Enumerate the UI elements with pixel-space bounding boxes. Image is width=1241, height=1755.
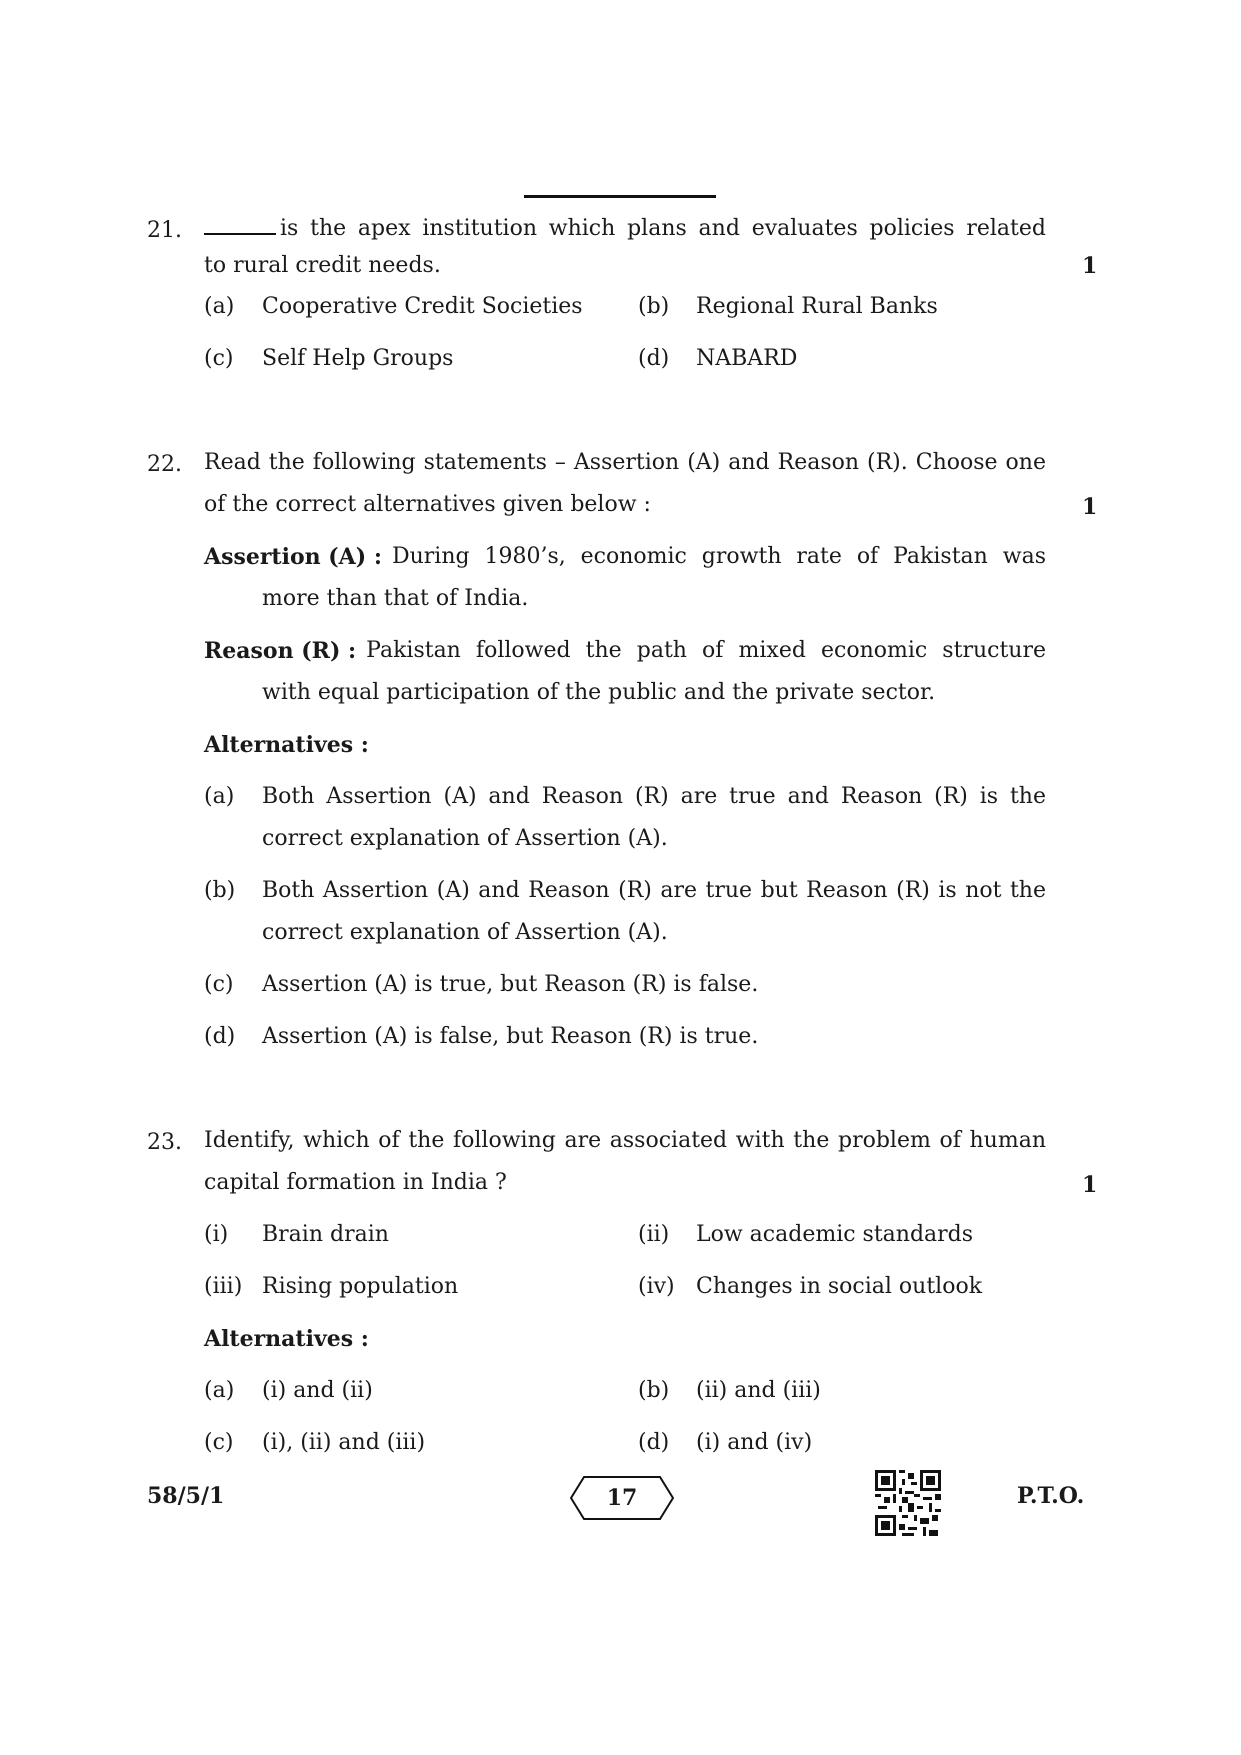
question-text: Read the following statements – Assertion (A) and Reason (R). Choose one [204, 450, 1046, 475]
alternative-text: (i) and (ii) [262, 1378, 373, 1403]
option-label: (d) [638, 346, 670, 371]
item-label: (i) [204, 1222, 229, 1247]
option-label: (c) [204, 346, 234, 371]
alternative-label: (d) [204, 1024, 236, 1049]
alternative-label: (b) [638, 1378, 670, 1403]
alternative-label: (a) [204, 1378, 235, 1403]
question-text-cont: capital formation in India ? [204, 1170, 507, 1195]
option-label: (b) [638, 294, 670, 319]
question-text: is the apex institution which plans and evaluates policies related [204, 213, 1046, 245]
top-divider [524, 195, 716, 198]
item-text: Low academic standards [696, 1222, 974, 1247]
reason-line [204, 630, 1046, 672]
alternative-text-cont: correct explanation of Assertion (A). [262, 920, 668, 945]
question-number: 22. [147, 452, 182, 477]
page-number: 17 [606, 1485, 638, 1511]
alternative-label: (c) [204, 1430, 234, 1455]
assertion-label: Assertion (A) : [204, 544, 382, 570]
option-text: NABARD [696, 346, 798, 371]
question-number: 23. [147, 1130, 182, 1155]
alternative-text: (i), (ii) and (iii) [262, 1430, 426, 1455]
item-text: Brain drain [262, 1222, 389, 1247]
alternatives-heading: Alternatives : [204, 1326, 369, 1352]
item-label: (ii) [638, 1222, 670, 1247]
question-text: Identify, which of the following are associated with the problem of human [204, 1128, 1046, 1153]
alternative-label: (a) [204, 784, 235, 809]
assertion-text: During 1980’s, economic growth rate of Pakistan was [391, 544, 1046, 569]
alternative-text: Both Assertion (A) and Reason (R) are true and Reason (R) is the [262, 784, 1046, 809]
fill-in-blank [204, 213, 276, 235]
question-number: 21. [147, 218, 182, 243]
question-text-cont: of the correct alternatives given below : [204, 492, 651, 517]
alternative-label: (c) [204, 972, 234, 997]
reason-label: Reason (R) : [204, 638, 357, 664]
reason-text-cont: with equal participation of the public and the private sector. [262, 680, 936, 705]
option-text: Cooperative Credit Societies [262, 294, 583, 319]
item-label: (iv) [638, 1274, 675, 1299]
option-label: (a) [204, 294, 235, 319]
option-text: Regional Rural Banks [696, 294, 938, 319]
please-turn-over: P.T.O. [1017, 1483, 1085, 1509]
item-label: (iii) [204, 1274, 243, 1299]
alternative-text: Both Assertion (A) and Reason (R) are true but Reason (R) is not the [262, 878, 1046, 903]
assertion-line [204, 536, 1046, 578]
question-text-cont: to rural credit needs. [204, 253, 441, 278]
alternative-text: (i) and (iv) [696, 1430, 813, 1455]
alternative-label: (d) [638, 1430, 670, 1455]
alternative-label: (b) [204, 878, 236, 903]
alternative-text: Assertion (A) is false, but Reason (R) is true. [262, 1024, 759, 1049]
qr-code-icon [875, 1470, 941, 1536]
marks: 1 [1082, 1172, 1098, 1198]
alternative-text: (ii) and (iii) [696, 1378, 821, 1403]
marks: 1 [1082, 494, 1098, 520]
item-text: Changes in social outlook [696, 1274, 983, 1299]
option-text: Self Help Groups [262, 346, 454, 371]
alternatives-heading: Alternatives : [204, 732, 369, 758]
paper-code: 58/5/1 [147, 1483, 225, 1509]
alternative-text: Assertion (A) is true, but Reason (R) is false. [262, 972, 759, 997]
alternative-text-cont: correct explanation of Assertion (A). [262, 826, 668, 851]
item-text: Rising population [262, 1274, 459, 1299]
reason-text: Pakistan followed the path of mixed economic structure [366, 638, 1046, 663]
marks: 1 [1082, 253, 1098, 279]
assertion-text-cont: more than that of India. [262, 586, 529, 611]
